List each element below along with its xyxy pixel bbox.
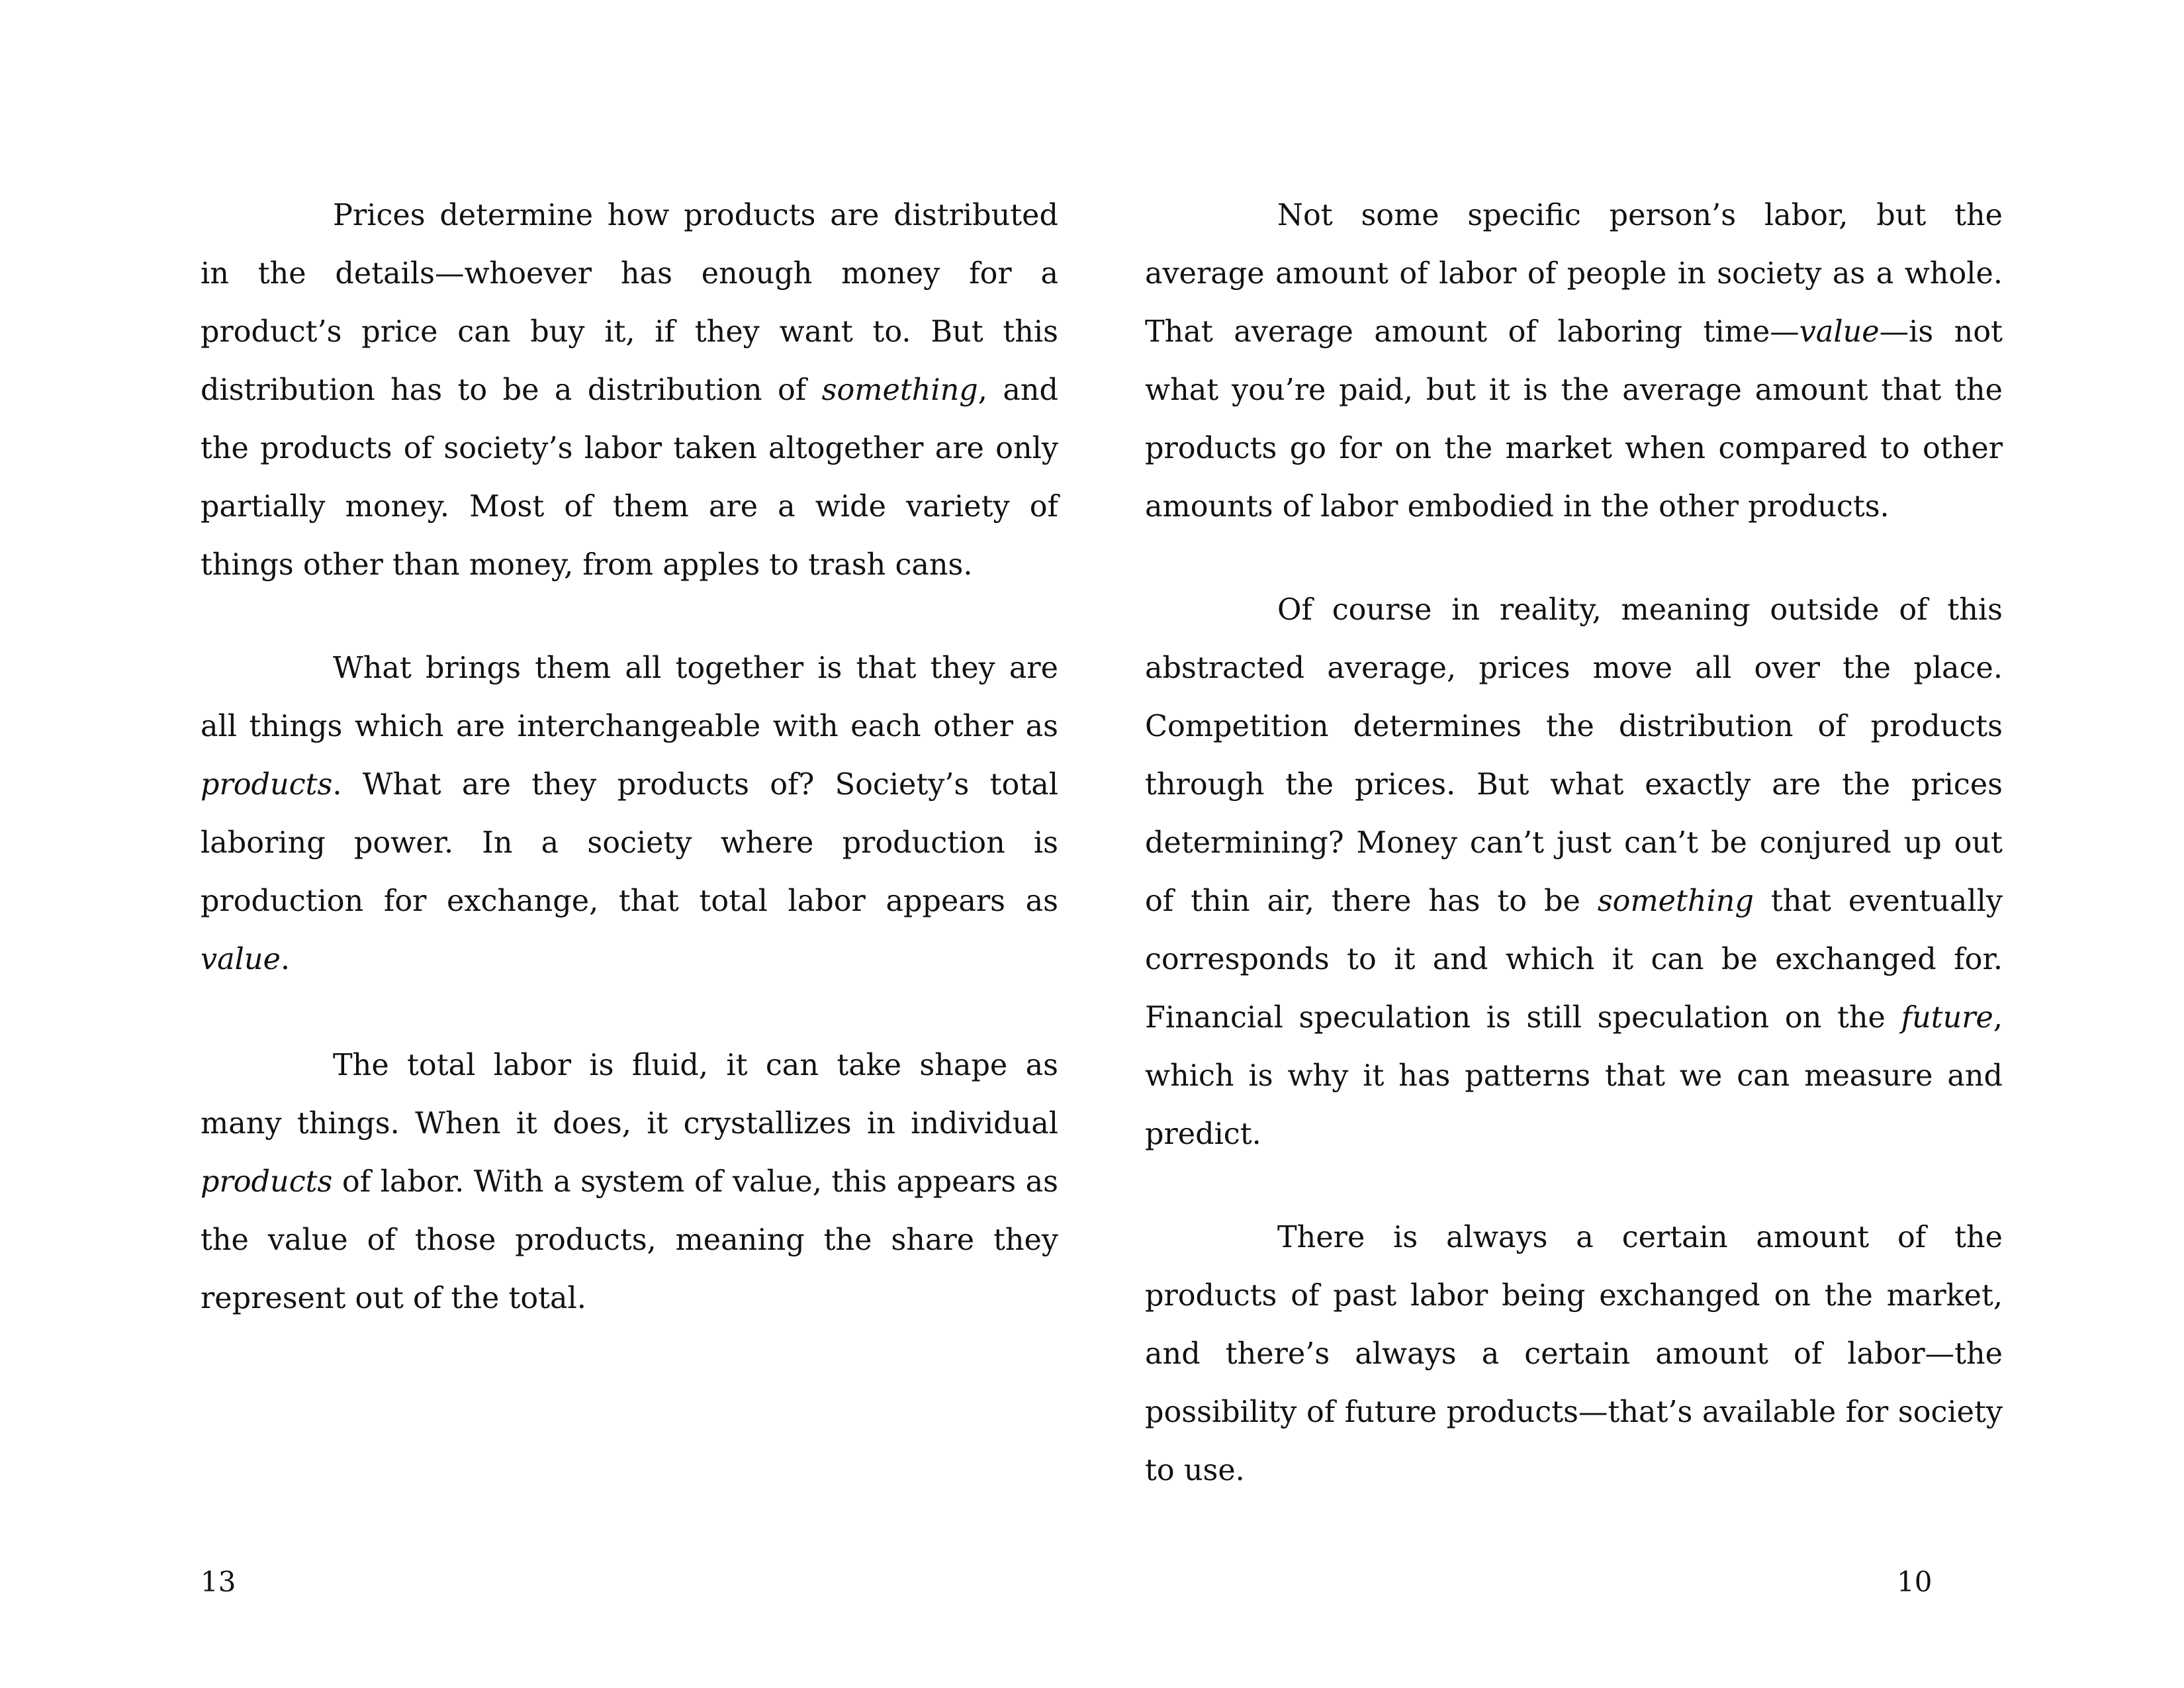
page-number-left: 13 [201,1566,236,1598]
text-run: What brings them all together is that they are all things which are interchangeable with each other as [201,651,1058,743]
text-run: The total labor is fluid, it can take shape as many things. When it does, it crystallizes in individual [201,1049,1058,1141]
italic-text: something [821,373,978,407]
text-run: —is not what you’re paid, but it is the average amount that the products go for on the market when compared to other amounts of labor embodied in the other products. [1145,315,2003,524]
text-run: Not some specific person’s labor, but the average amount of labor of people in society as a whole. That average amount of laboring time— [1145,199,2003,349]
left-page-text [201,187,1058,1328]
text-run: Prices determine how products are distributed in the details—whoever has enough money for a product’s price can buy it, if they want to. But this distribution has to be a distribution of [201,199,1058,407]
italic-text: products [201,768,333,802]
italic-text: value [1799,315,1880,349]
page-number-right: 10 [1897,1566,1933,1598]
paragraph [201,639,1058,989]
text-run: . What are they products of? Society’s total laboring power. In a society where production is production for exchange, that total labor appears as [201,768,1058,918]
italic-text: products [201,1165,333,1199]
paragraph [1145,187,2003,536]
text-run: , which is why it has patterns that we can measure and predict. [1145,1001,2003,1151]
text-run: . [280,943,291,976]
paragraph [1145,581,2003,1164]
italic-text: future [1901,1001,1993,1035]
italic-text: something [1597,884,1754,918]
paragraph [1145,1209,2003,1500]
text-run: , and the products of society’s labor taken altogether are only partially money. Most of them are a wide variety of things other than money, from apples to trash cans. [201,373,1059,582]
paragraph [201,187,1058,594]
text-run: Of course in reality, meaning outside of this abstracted average, prices move all over the place. Competition determines the distribution of products through the prices. But what exactly are the prices determining? Money can’t just can’t be conjured up out of thin air, there has to be [1145,593,2003,918]
right-page-text [1145,187,2003,1500]
italic-text: value [201,943,281,976]
paragraph [201,1037,1058,1328]
text-run: that eventually corresponds to it and which it can be exchanged for. Financial speculation is still speculation on the [1145,884,2003,1035]
text-run: There is always a certain amount of the products of past labor being exchanged on the market, and there’s always a certain amount of labor—the possibility of future products—that’s available for society to use. [1145,1221,2003,1487]
text-run: of labor. With a system of value, this appears as the value of those products, meaning the share they represent out of the total. [201,1165,1058,1315]
